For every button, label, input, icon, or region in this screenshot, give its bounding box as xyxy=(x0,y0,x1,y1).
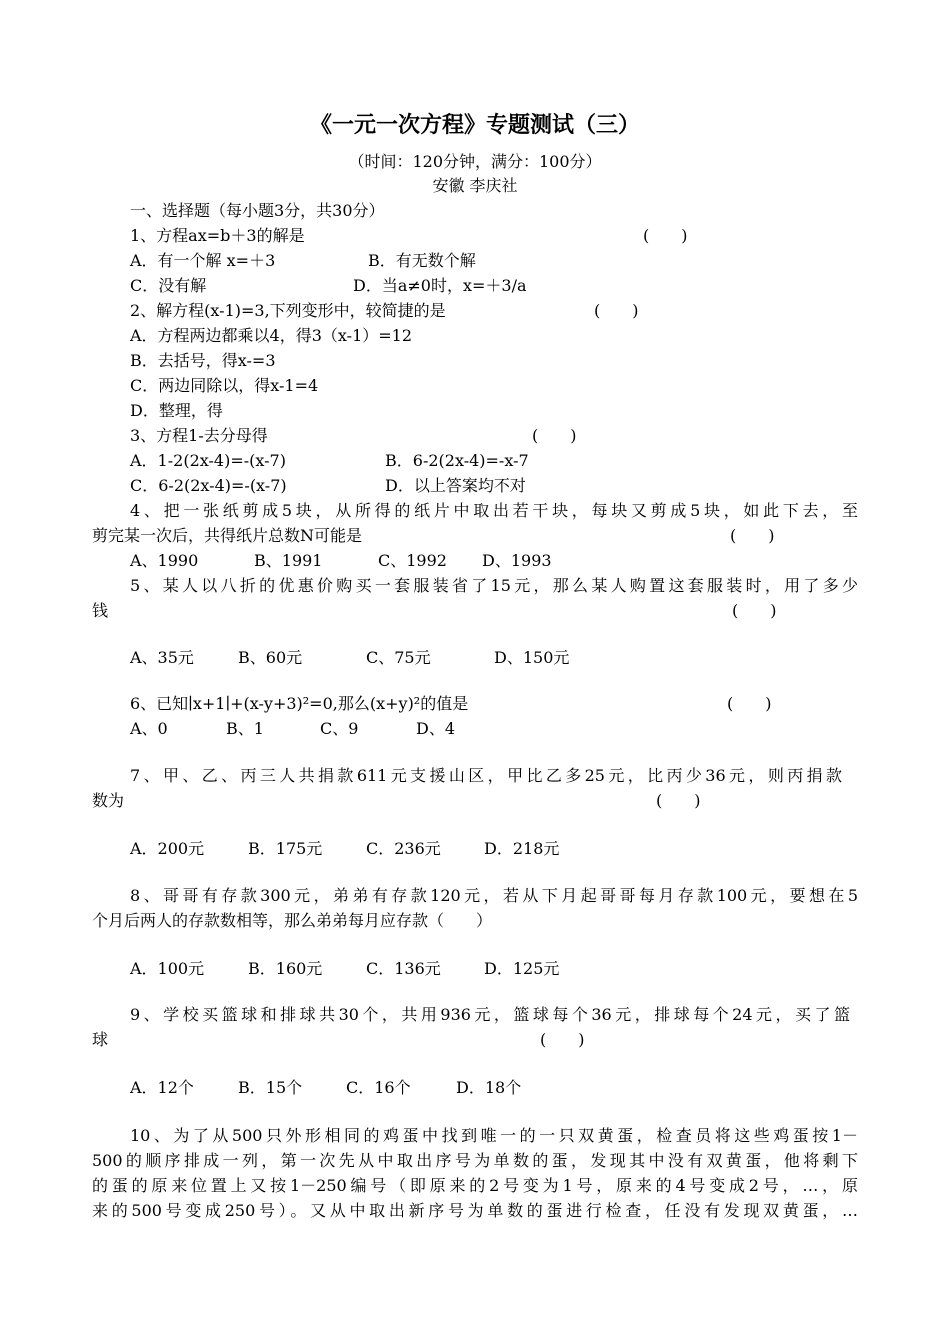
q6-stem: 6、已知∣x+1∣+(x-y+3)²=0,那么(x+y)²的值是 xyxy=(130,694,469,713)
document-title: 《一元一次方程》专题测试（三） xyxy=(309,112,640,138)
document-author: 安徽 李庆社 xyxy=(432,176,518,195)
q7-stem-line1: 7、甲、乙、丙三人共捐款611元支援山区，甲比乙多25元，比丙少36元，则丙捐款 xyxy=(130,766,842,785)
q8-stem-line2: 个月后两人的存款数相等，那么弟弟每月应存款（ ） xyxy=(92,911,493,930)
q5-option-d: D、150元 xyxy=(494,648,570,667)
q9-option-b: B．15个 xyxy=(238,1078,303,1097)
q1-option-d: D．当a≠0时，x=＋3/a xyxy=(353,276,527,295)
document-subtitle: （时间：120分钟，满分：100分） xyxy=(348,152,602,171)
q8-stem-line1: 8、哥哥有存款300元，弟弟有存款120元，若从下月起哥哥每月存款100元，要想在5 xyxy=(130,886,858,905)
q7-stem-line2: 数为 xyxy=(92,791,125,810)
q4-stem-line1: 4、把一张纸剪成5块，从所得的纸片中取出若干块，每块又剪成5块，如此下去，至 xyxy=(130,501,858,520)
q9-stem-line2: 球 xyxy=(92,1030,109,1049)
q1-option-c: C．没有解 xyxy=(130,276,207,295)
q6-option-b: B、1 xyxy=(226,719,264,738)
q9-stem-line1: 9、学校买篮球和排球共30个，共用936元，篮球每个36元，排球每个24元，买了篮 xyxy=(130,1005,850,1024)
q5-option-c: C、75元 xyxy=(366,648,431,667)
q8-option-d: D．125元 xyxy=(484,959,560,978)
q5-option-b: B、60元 xyxy=(238,648,303,667)
q4-option-c: C、1992 xyxy=(378,551,447,570)
q6-option-d: D、4 xyxy=(416,719,456,738)
q7-option-c: C．236元 xyxy=(366,839,441,858)
q2-answer-paren: ( ) xyxy=(594,301,639,320)
q2-stem: 2、解方程(x-1)=3,下列变形中，较简捷的是 xyxy=(130,301,446,320)
q2-option-b: B．去括号，得x-=3 xyxy=(130,351,276,370)
q5-stem-line1: 5、某人以八折的优惠价购买一套服装省了15元，那么某人购置这套服装时，用了多少 xyxy=(130,576,858,595)
q3-option-a: A．1-2(2x-4)=-(x-7) xyxy=(130,451,286,470)
q9-answer-paren: ( ) xyxy=(540,1030,585,1049)
q6-answer-paren: ( ) xyxy=(727,694,772,713)
section-heading: 一、选择题（每小题3分，共30分） xyxy=(130,201,385,220)
q6-option-a: A、0 xyxy=(130,719,168,738)
q7-option-b: B．175元 xyxy=(248,839,323,858)
q2-option-d: D．整理，得 xyxy=(130,401,223,420)
q1-stem: 1、方程ax=b＋3的解是 xyxy=(130,226,305,245)
q10-stem-line4: 来的500号变成250号）。又从中取出新序号为单数的蛋进行检查，任没有发现双黄蛋，… xyxy=(92,1201,858,1220)
q2-option-c: C．两边同除以，得x-1=4 xyxy=(130,376,319,395)
q5-stem-line2: 钱 xyxy=(92,601,109,620)
q4-answer-paren: ( ) xyxy=(730,526,775,545)
q7-option-d: D．218元 xyxy=(484,839,560,858)
q2-option-a: A．方程两边都乘以4，得3（x-1）=12 xyxy=(130,326,413,345)
q8-option-c: C．136元 xyxy=(366,959,441,978)
q3-option-b: B．6-2(2x-4)=-x-7 xyxy=(385,451,529,470)
q4-option-b: B、1991 xyxy=(254,551,323,570)
q3-stem: 3、方程1-去分母得 xyxy=(130,426,268,445)
q9-option-c: C．16个 xyxy=(346,1078,411,1097)
q4-option-a: A、1990 xyxy=(130,551,199,570)
q4-stem-line2: 剪完某一次后，共得纸片总数N可能是 xyxy=(92,526,363,545)
q3-option-c: C．6-2(2x-4)=-(x-7) xyxy=(130,476,287,495)
q4-option-d: D、1993 xyxy=(482,551,552,570)
q7-option-a: A．200元 xyxy=(130,839,205,858)
q9-option-d: D．18个 xyxy=(456,1078,522,1097)
q5-option-a: A、35元 xyxy=(130,648,194,667)
q10-stem-line1: 10、为了从500只外形相同的鸡蛋中找到唯一的一只双黄蛋，检查员将这些鸡蛋按1－ xyxy=(130,1126,858,1145)
q3-option-d: D．以上答案均不对 xyxy=(385,476,526,495)
q1-option-b: B．有无数个解 xyxy=(368,251,476,270)
q10-stem-line3: 的蛋的原来位置上又按1－250编号（即原来的2号变为1号，原来的4号变成2号，…，原 xyxy=(92,1176,858,1195)
q3-answer-paren: ( ) xyxy=(532,426,577,445)
q10-stem-line2: 500的顺序排成一列，第一次先从中取出序号为单数的蛋，发现其中没有双黄蛋，他将剩下 xyxy=(92,1151,858,1170)
q1-option-a: A．有一个解 x=＋3 xyxy=(130,251,276,270)
q1-answer-paren: ( ) xyxy=(643,226,688,245)
q7-answer-paren: ( ) xyxy=(656,791,701,810)
q6-option-c: C、9 xyxy=(320,719,359,738)
q5-answer-paren: ( ) xyxy=(732,601,777,620)
q8-option-a: A．100元 xyxy=(130,959,205,978)
q8-option-b: B．160元 xyxy=(248,959,323,978)
q9-option-a: A．12个 xyxy=(130,1078,194,1097)
